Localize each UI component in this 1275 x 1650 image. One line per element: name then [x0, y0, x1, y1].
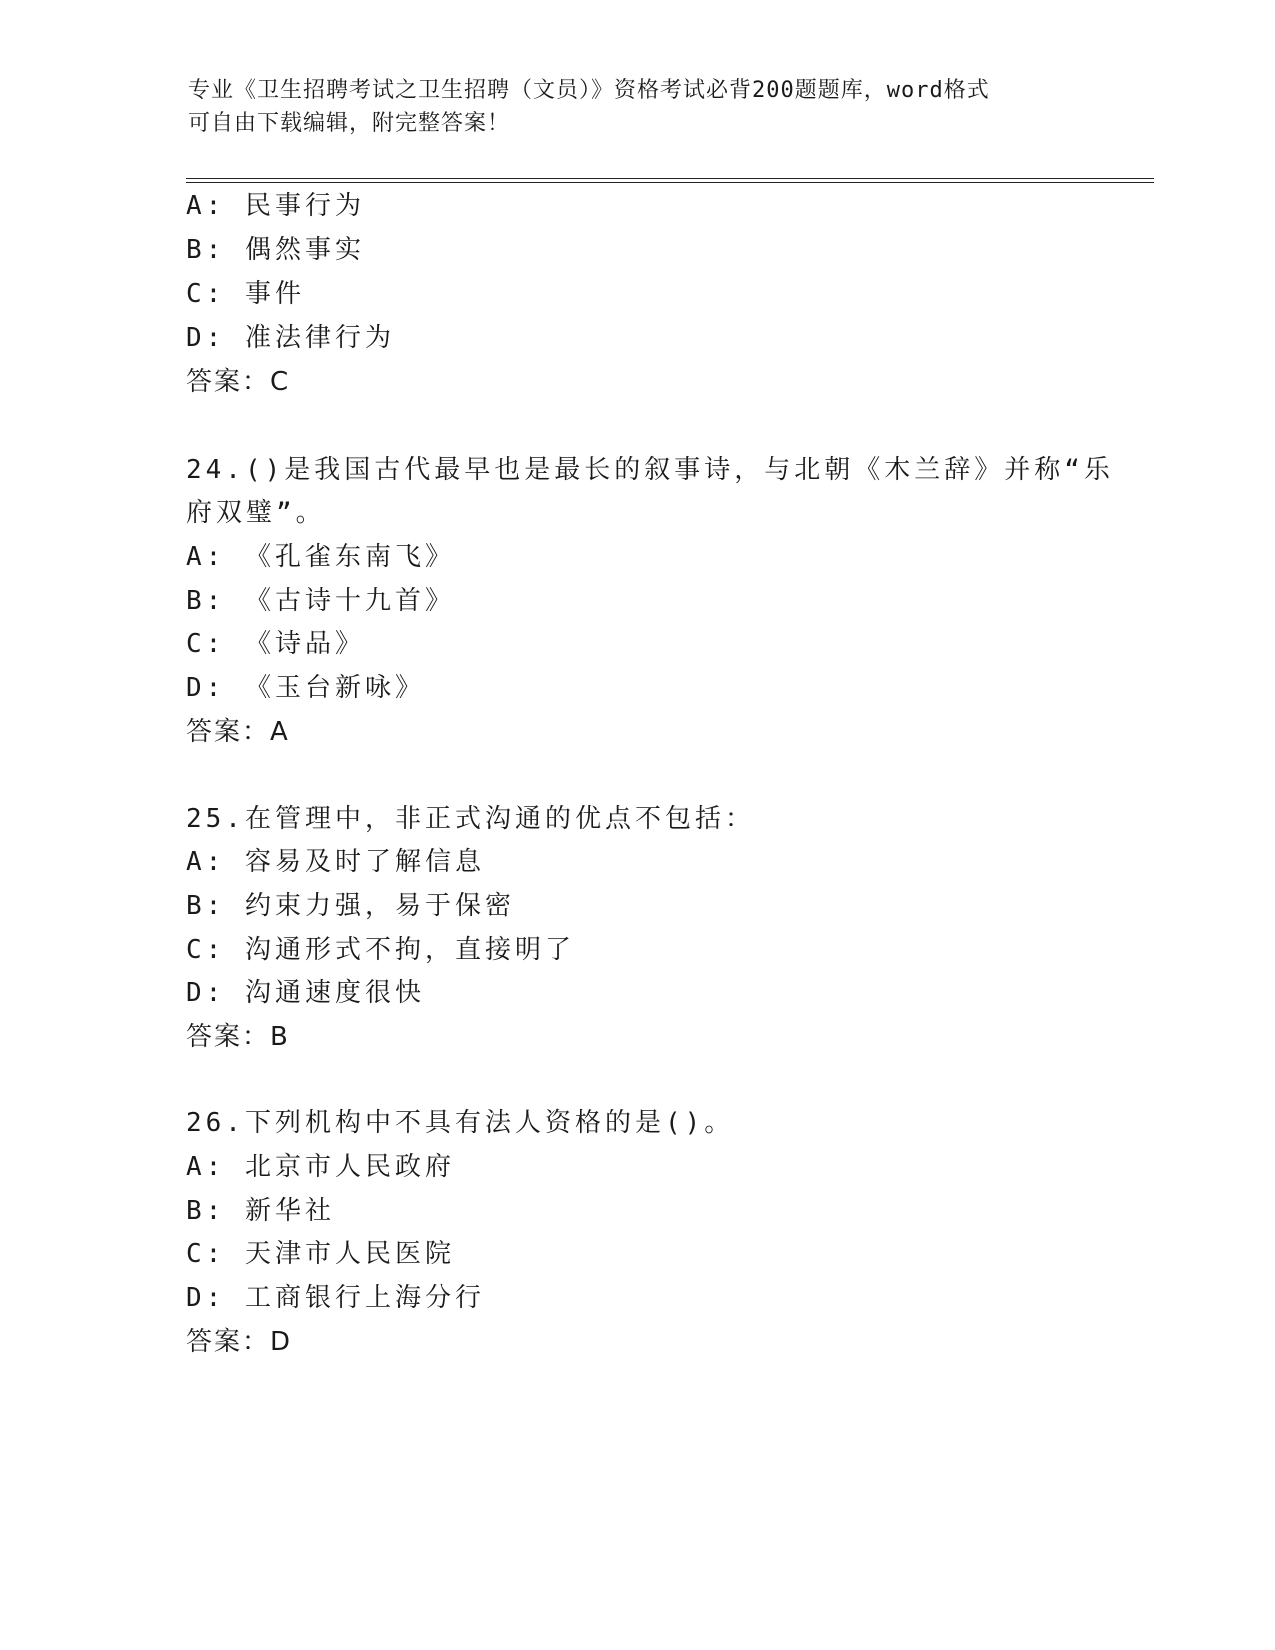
q26-option-b: B: 新华社: [186, 1196, 335, 1226]
q25-option-a: A: 容易及时了解信息: [186, 847, 485, 877]
q24-option-d: D: 《玉台新咏》: [186, 673, 425, 703]
q23-option-a: A: 民事行为: [186, 191, 365, 221]
q24-stem-line-1: 24.()是我国古代最早也是最长的叙事诗，与北朝《木兰辞》并称“乐: [186, 455, 1114, 485]
q23-answer: 答案：C: [186, 367, 291, 397]
q26-option-c: C: 天津市人民医院: [186, 1239, 455, 1269]
q24-option-b: B: 《古诗十九首》: [186, 586, 455, 616]
q24-stem-line-2: 府双璧”。: [186, 498, 326, 528]
q25-option-c: C: 沟通形式不拘，直接明了: [186, 935, 575, 965]
q23-option-c: C: 事件: [186, 279, 305, 309]
document-header: [188, 74, 1088, 140]
q26-option-a: A: 北京市人民政府: [186, 1152, 455, 1182]
q26-answer: 答案：D: [186, 1327, 293, 1357]
q25-option-d: D: 沟通速度很快: [186, 978, 425, 1008]
header-divider: [186, 178, 1154, 183]
q26-option-d: D: 工商银行上海分行: [186, 1283, 485, 1313]
q26-stem: 26.下列机构中不具有法人资格的是()。: [186, 1108, 735, 1138]
q24-answer: 答案：A: [186, 717, 290, 747]
q25-option-b: B: 约束力强，易于保密: [186, 891, 515, 921]
q24-option-a: A: 《孔雀东南飞》: [186, 542, 455, 572]
header-line-2: 可自由下载编辑，附完整答案！: [188, 111, 511, 136]
q25-answer: 答案：B: [186, 1022, 290, 1052]
q23-option-b: B: 偶然事实: [186, 235, 365, 265]
q25-stem: 25.在管理中，非正式沟通的优点不包括：: [186, 804, 755, 834]
q24-option-c: C: 《诗品》: [186, 629, 365, 659]
q23-option-d: D: 准法律行为: [186, 323, 395, 353]
header-line-1: 专业《卫生招聘考试之卫生招聘（文员）》资格考试必背200题题库，word格式: [188, 78, 990, 103]
